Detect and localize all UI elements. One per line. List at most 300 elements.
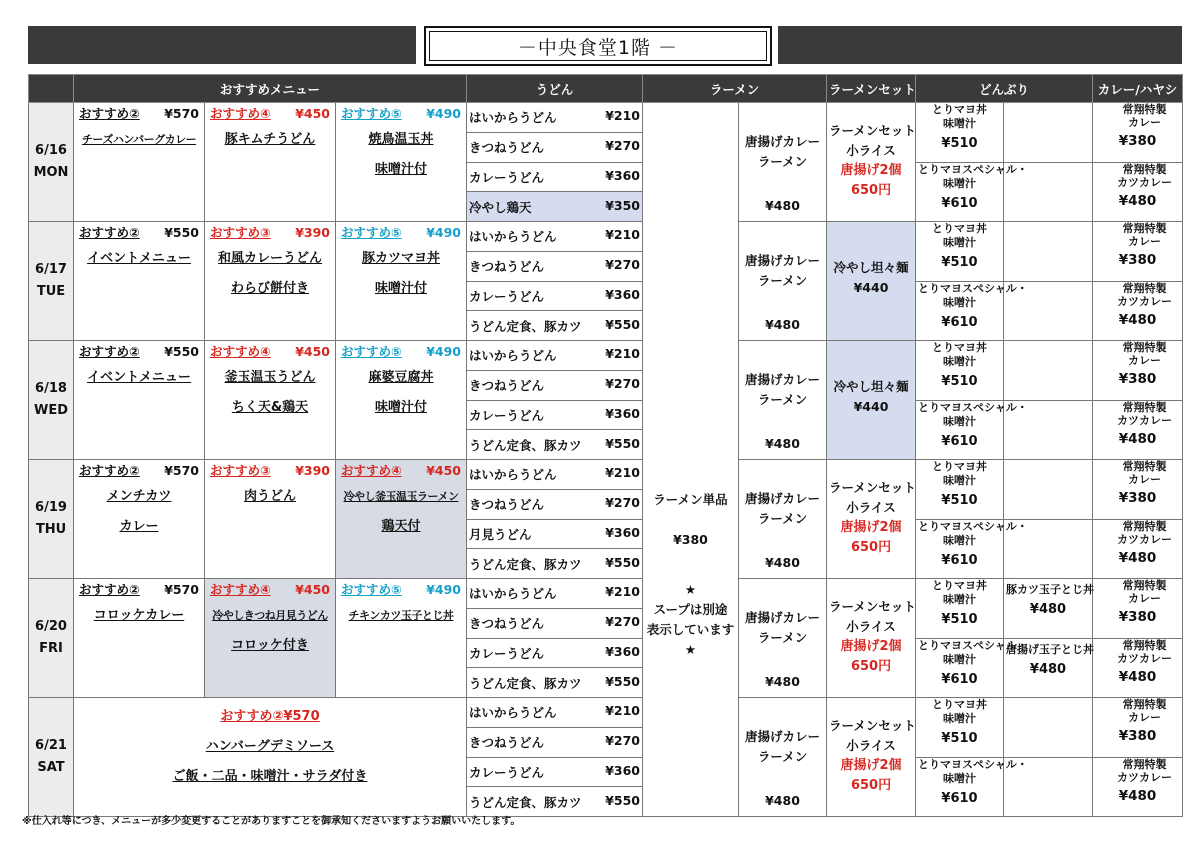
udon-item xyxy=(467,608,643,638)
recommend-dish: わらび餅付き xyxy=(230,281,309,296)
udon-price: ¥270 xyxy=(605,376,640,392)
star-icon: ★ xyxy=(684,581,697,597)
curry-cell xyxy=(1093,162,1183,222)
recommend-price: ¥490 xyxy=(426,106,461,121)
udon-price: ¥550 xyxy=(605,673,640,689)
donburi-name: とりマヨスペシャル・ xyxy=(918,162,1028,176)
ramen-set-cell xyxy=(827,460,916,579)
curry-cell xyxy=(1093,400,1183,460)
udon-price: ¥210 xyxy=(605,703,640,719)
recommend-price: ¥550 xyxy=(164,225,199,240)
udon-item xyxy=(467,668,643,698)
udon-item xyxy=(467,757,643,787)
udon-item xyxy=(467,222,643,252)
day-of-week: FRI xyxy=(39,641,63,656)
ramen-name: ラーメン xyxy=(757,511,808,526)
table-row xyxy=(29,341,1183,371)
curry-price: ¥380 xyxy=(1118,728,1157,744)
curry-price: ¥380 xyxy=(1118,133,1157,149)
udon-name: うどん定食、豚カツ xyxy=(469,556,582,572)
ramen-price: ¥480 xyxy=(765,436,800,451)
saturday-line: ご飯・二品・味噌汁・サラダ付き xyxy=(172,769,368,784)
curry-name: 常翔特製 xyxy=(1122,579,1167,592)
udon-price: ¥210 xyxy=(605,227,640,243)
day-cell xyxy=(29,341,74,460)
recommend-dish: チキンカツ玉子とじ丼 xyxy=(348,609,454,622)
recommend-label: おすすめ④ xyxy=(210,106,271,121)
curry-name: 常翔特製 xyxy=(1122,103,1167,116)
curry-cell xyxy=(1093,281,1183,341)
recommend-label: おすすめ③ xyxy=(210,463,271,478)
donburi-price: ¥610 xyxy=(941,195,978,211)
day-cell xyxy=(29,460,74,579)
udon-item xyxy=(467,132,643,162)
recommend-dish: メンチカツ xyxy=(106,489,172,504)
recommend-dish: 麻婆豆腐丼 xyxy=(368,370,434,385)
donburi-name: とりマヨ丼 xyxy=(932,222,988,235)
curry-price: ¥480 xyxy=(1118,549,1157,566)
ramen-set-cell xyxy=(827,698,916,817)
donburi-name: とりマヨスペシャル・ xyxy=(918,400,1028,414)
donburi-sub: 味噌汁 xyxy=(943,652,977,666)
recommend-price: ¥450 xyxy=(426,463,461,478)
udon-item xyxy=(467,489,643,519)
donburi-sub: 味噌汁 xyxy=(943,295,977,309)
udon-price: ¥550 xyxy=(605,316,640,332)
udon-name: 月見うどん xyxy=(469,526,532,542)
donburi-cell xyxy=(916,400,1028,460)
donburi-name: とりマヨ丼 xyxy=(932,103,988,116)
donburi-price: ¥510 xyxy=(941,612,978,627)
recommend-dish: 冷やしきつね月見うどん xyxy=(212,609,328,622)
set-line: 650円 xyxy=(850,659,892,674)
recommend-price: ¥450 xyxy=(295,582,330,597)
curry-sub: カツカレー xyxy=(1117,532,1173,546)
ramen-cell xyxy=(739,579,827,698)
recommend-cell xyxy=(205,579,336,698)
header-ramen: ラーメン xyxy=(643,75,827,103)
donburi-price: ¥610 xyxy=(941,552,978,568)
udon-item xyxy=(467,281,643,311)
ramen-price: ¥480 xyxy=(765,793,800,808)
curry-sub: カレー xyxy=(1128,592,1162,605)
donburi-cell xyxy=(916,638,1028,698)
day-of-week: TUE xyxy=(36,284,66,299)
recommend-dish: 冷やし釜玉温玉ラーメン xyxy=(343,490,459,503)
recommend-price: ¥450 xyxy=(295,344,330,359)
header-bar-left xyxy=(28,26,416,64)
donburi-extra-cell xyxy=(1004,103,1093,163)
ramen-name: ラーメン xyxy=(757,749,808,764)
udon-price: ¥360 xyxy=(605,643,640,659)
footnote: ※仕入れ等につき、メニューが多少変更することがありますことを御承知くださいますようお願いいたします。 xyxy=(22,816,521,827)
donburi-price: ¥510 xyxy=(941,136,978,151)
table-row xyxy=(29,460,1183,490)
recommend-label: おすすめ② xyxy=(79,582,140,597)
recommend-cell xyxy=(205,341,336,460)
set-line: ラーメンセット xyxy=(829,718,916,733)
recommend-label: おすすめ④ xyxy=(210,344,271,359)
recommend-dish: 味噌汁付 xyxy=(374,400,427,415)
curry-cell xyxy=(1093,222,1183,282)
donburi-sub: 味噌汁 xyxy=(943,593,977,606)
set-line: 小ライス xyxy=(846,500,896,515)
udon-name: うどん定食、豚カツ xyxy=(469,437,582,453)
donburi-sub: 味噌汁 xyxy=(943,355,977,368)
day-of-week: THU xyxy=(35,522,67,537)
ramen-note: 表示しています xyxy=(646,621,735,637)
curry-cell xyxy=(1093,341,1183,401)
udon-name: うどん定食、豚カツ xyxy=(469,794,582,810)
set-line: 唐揚げ2個 xyxy=(840,758,902,773)
set-line: 小ライス xyxy=(846,619,896,634)
star-icon: ★ xyxy=(684,641,697,657)
recommend-label: おすすめ④ xyxy=(210,582,271,597)
donburi-price: ¥610 xyxy=(941,433,978,449)
donburi-cell xyxy=(916,162,1028,222)
recommend-label: おすすめ② xyxy=(79,463,140,478)
udon-price: ¥360 xyxy=(605,405,640,421)
donburi-sub: 味噌汁 xyxy=(943,176,977,190)
table-row xyxy=(29,222,1183,252)
ramen-name: 唐揚げカレー xyxy=(745,491,821,506)
udon-item xyxy=(467,579,643,609)
ramen-cell xyxy=(739,222,827,341)
day-date: 6/18 xyxy=(35,381,67,396)
udon-name: はいからうどん xyxy=(469,586,557,602)
curry-name: 常翔特製 xyxy=(1122,162,1167,176)
udon-name: うどん定食、豚カツ xyxy=(469,675,582,691)
menu-table xyxy=(28,74,1183,817)
donburi-price: ¥510 xyxy=(941,374,978,389)
donburi-extra-name: 唐揚げ玉子とじ丼 xyxy=(1006,642,1095,656)
header-donburi: どんぶり xyxy=(916,75,1093,103)
curry-price: ¥480 xyxy=(1118,430,1157,447)
udon-price: ¥210 xyxy=(605,346,640,362)
recommend-dish: コロッケ付き xyxy=(231,638,309,653)
title-box xyxy=(424,26,772,66)
ramen-name: 唐揚げカレー xyxy=(745,729,821,744)
set-line: 650円 xyxy=(850,540,892,555)
recommend-price: ¥490 xyxy=(426,582,461,597)
day-cell xyxy=(29,579,74,698)
recommend-price: ¥570 xyxy=(164,463,199,478)
recommend-price: ¥490 xyxy=(426,225,461,240)
recommend-cell xyxy=(336,460,467,579)
udon-name: きつねうどん xyxy=(469,735,545,751)
curry-name: 常翔特製 xyxy=(1122,400,1167,414)
recommend-cell xyxy=(336,579,467,698)
day-date: 6/20 xyxy=(35,619,67,634)
udon-name: カレーうどん xyxy=(469,288,545,304)
curry-sub: カレー xyxy=(1128,235,1162,248)
donburi-price: ¥510 xyxy=(941,731,978,746)
donburi-cell xyxy=(916,519,1028,579)
udon-name: はいからうどん xyxy=(469,467,557,483)
curry-price: ¥380 xyxy=(1118,371,1157,387)
set-line: ラーメンセット xyxy=(829,480,916,495)
curry-cell xyxy=(1093,757,1183,817)
header-curry: カレー/ハヤシ xyxy=(1093,75,1183,103)
recommend-label: おすすめ⑤ xyxy=(341,225,402,240)
udon-item xyxy=(467,311,643,341)
table-row xyxy=(29,579,1183,609)
ramen-name: 唐揚げカレー xyxy=(745,372,821,387)
header-recommend: おすすめメニュー xyxy=(74,75,467,103)
curry-name: 常翔特製 xyxy=(1122,341,1167,354)
recommend-cell xyxy=(205,460,336,579)
set-line: 冷やし坦々麺 xyxy=(833,379,909,394)
donburi-price: ¥610 xyxy=(941,790,978,806)
curry-cell xyxy=(1093,460,1183,520)
curry-sub: カツカレー xyxy=(1117,294,1173,308)
ramen-set-cell xyxy=(827,341,916,460)
donburi-price: ¥610 xyxy=(941,314,978,330)
set-line: ¥440 xyxy=(853,399,889,414)
curry-sub: カレー xyxy=(1128,116,1162,129)
donburi-sub: 味噌汁 xyxy=(943,414,977,428)
recommend-price: ¥490 xyxy=(426,344,461,359)
curry-name: 常翔特製 xyxy=(1122,519,1167,533)
recommend-cell xyxy=(74,341,205,460)
table-row xyxy=(29,698,1183,728)
curry-price: ¥480 xyxy=(1118,668,1157,685)
udon-name: 冷やし鶏天 xyxy=(469,199,532,215)
recommend-cell xyxy=(336,341,467,460)
donburi-sub: 味噌汁 xyxy=(943,236,977,249)
header-udon: うどん xyxy=(467,75,643,103)
ramen-name: ラーメン xyxy=(757,630,808,645)
udon-name: きつねうどん xyxy=(469,378,545,394)
udon-item xyxy=(467,727,643,757)
ramen-price: ¥480 xyxy=(765,555,800,570)
donburi-price: ¥510 xyxy=(941,493,978,508)
recommend-label: おすすめ⑤ xyxy=(341,106,402,121)
recommend-dish: 和風カレーうどん xyxy=(217,251,322,266)
recommend-dish: 肉うどん xyxy=(243,489,296,504)
donburi-cell xyxy=(916,103,1004,163)
donburi-cell xyxy=(916,460,1004,520)
udon-item xyxy=(467,162,643,192)
udon-name: はいからうどん xyxy=(469,229,557,245)
curry-cell xyxy=(1093,103,1183,163)
recommend-label: おすすめ② xyxy=(79,106,140,121)
curry-name: 常翔特製 xyxy=(1122,698,1167,711)
udon-price: ¥270 xyxy=(605,495,640,511)
udon-item xyxy=(467,341,643,371)
ramen-note: スープは別途 xyxy=(653,601,728,617)
set-line: ラーメンセット xyxy=(829,123,916,138)
recommend-price: ¥550 xyxy=(164,344,199,359)
udon-price: ¥360 xyxy=(605,167,640,183)
udon-price: ¥550 xyxy=(605,792,640,808)
recommend-label: おすすめ⑤ xyxy=(341,582,402,597)
recommend-price: ¥390 xyxy=(295,463,330,478)
donburi-extra-cell xyxy=(1004,579,1093,639)
donburi-name: とりマヨ丼 xyxy=(932,579,988,592)
header-blank xyxy=(29,75,74,103)
ramen-name: 唐揚げカレー xyxy=(745,134,821,149)
curry-name: 常翔特製 xyxy=(1122,281,1167,295)
header-ramen-set: ラーメンセット xyxy=(827,75,916,103)
ramen-cell xyxy=(739,698,827,817)
curry-cell xyxy=(1093,519,1183,579)
donburi-sub: 味噌汁 xyxy=(943,474,977,487)
donburi-sub: 味噌汁 xyxy=(943,533,977,547)
donburi-cell xyxy=(916,341,1004,401)
day-of-week: WED xyxy=(33,403,68,418)
donburi-name: とりマヨスペシャル・ xyxy=(918,281,1028,295)
udon-item xyxy=(467,103,643,133)
saturday-label: おすすめ②¥570 xyxy=(220,709,320,724)
set-line: 650円 xyxy=(850,778,892,793)
ramen-single-price: ¥380 xyxy=(673,531,708,547)
donburi-extra-cell xyxy=(1004,222,1093,282)
header-bar-right xyxy=(778,26,1182,64)
recommend-label: おすすめ④ xyxy=(341,463,402,478)
donburi-extra-cell xyxy=(1004,638,1093,698)
donburi-sub: 味噌汁 xyxy=(943,117,977,130)
udon-name: はいからうどん xyxy=(469,110,557,126)
udon-price: ¥270 xyxy=(605,614,640,630)
recommend-dish: 釜玉温玉うどん xyxy=(224,370,316,385)
udon-name: きつねうどん xyxy=(469,140,545,156)
recommend-dish: チーズハンバーグカレー xyxy=(81,133,197,146)
udon-name: きつねうどん xyxy=(469,497,545,513)
curry-cell xyxy=(1093,579,1183,639)
recommend-dish: 味噌汁付 xyxy=(374,281,427,296)
udon-item xyxy=(467,400,643,430)
donburi-sub: 味噌汁 xyxy=(943,712,977,725)
table-row xyxy=(29,103,1183,133)
curry-name: 常翔特製 xyxy=(1122,460,1167,473)
ramen-set-cell xyxy=(827,103,916,222)
udon-price: ¥550 xyxy=(605,435,640,451)
ramen-price: ¥480 xyxy=(765,674,800,689)
udon-name: はいからうどん xyxy=(469,348,557,364)
ramen-name: ラーメン xyxy=(757,392,808,407)
recommend-label: おすすめ③ xyxy=(210,225,271,240)
recommend-label: おすすめ② xyxy=(79,344,140,359)
recommend-price: ¥570 xyxy=(164,582,199,597)
day-of-week: MON xyxy=(33,165,69,180)
ramen-name: 唐揚げカレー xyxy=(745,253,821,268)
recommend-cell xyxy=(74,460,205,579)
day-cell xyxy=(29,103,74,222)
curry-name: 常翔特製 xyxy=(1122,638,1167,652)
donburi-cell xyxy=(916,579,1004,639)
donburi-extra-price: ¥480 xyxy=(1029,661,1067,677)
set-line: 小ライス xyxy=(846,738,896,753)
udon-price: ¥360 xyxy=(605,286,640,302)
donburi-extra-cell xyxy=(1004,460,1093,520)
recommend-dish: 豚キムチうどん xyxy=(224,132,316,147)
recommend-dish: ちく天&鶏天 xyxy=(231,400,309,415)
day-date: 6/19 xyxy=(35,500,67,515)
donburi-name: とりマヨスペシャル・ xyxy=(918,638,1028,652)
recommend-price: ¥450 xyxy=(295,106,330,121)
recommend-price: ¥390 xyxy=(295,225,330,240)
recommend-cell xyxy=(205,222,336,341)
curry-name: 常翔特製 xyxy=(1122,757,1167,771)
udon-name: カレーうどん xyxy=(469,645,545,661)
udon-name: カレーうどん xyxy=(469,764,545,780)
set-line: 唐揚げ2個 xyxy=(840,520,902,535)
curry-sub: カレー xyxy=(1128,711,1162,724)
recommend-dish: 焼鳥温玉丼 xyxy=(368,132,434,147)
set-line: 冷やし坦々麺 xyxy=(833,260,909,275)
ramen-single xyxy=(643,103,739,817)
ramen-set-cell xyxy=(827,222,916,341)
donburi-cell xyxy=(916,222,1004,282)
donburi-cell xyxy=(916,281,1028,341)
donburi-price: ¥510 xyxy=(941,255,978,270)
ramen-name: ラーメン xyxy=(757,154,808,169)
recommend-cell xyxy=(336,103,467,222)
set-line: 唐揚げ2個 xyxy=(840,163,902,178)
udon-name: きつねうどん xyxy=(469,616,545,632)
recommend-label: おすすめ⑤ xyxy=(341,344,402,359)
curry-sub: カツカレー xyxy=(1117,651,1173,665)
curry-price: ¥480 xyxy=(1118,311,1157,328)
recommend-dish: 鶏天付 xyxy=(381,519,421,534)
donburi-name: とりマヨスペシャル・ xyxy=(918,757,1028,771)
set-line: 小ライス xyxy=(846,143,896,158)
udon-item xyxy=(467,251,643,281)
set-line: 650円 xyxy=(850,183,892,198)
donburi-sub: 味噌汁 xyxy=(943,771,977,785)
ramen-price: ¥480 xyxy=(765,198,800,213)
curry-price: ¥380 xyxy=(1118,490,1157,506)
curry-cell xyxy=(1093,698,1183,758)
udon-item xyxy=(467,638,643,668)
curry-price: ¥480 xyxy=(1118,192,1157,209)
ramen-price: ¥480 xyxy=(765,317,800,332)
set-line: ¥440 xyxy=(853,280,889,295)
saturday-special xyxy=(74,698,467,817)
donburi-extra-cell xyxy=(1004,698,1093,758)
recommend-cell xyxy=(336,222,467,341)
ramen-cell xyxy=(739,460,827,579)
udon-name: うどん定食、豚カツ xyxy=(469,318,582,334)
recommend-cell xyxy=(74,579,205,698)
udon-name: カレーうどん xyxy=(469,407,545,423)
udon-item xyxy=(467,192,643,222)
day-date: 6/16 xyxy=(35,143,67,158)
saturday-line: ハンバーグデミソース xyxy=(205,739,335,754)
day-date: 6/17 xyxy=(35,262,67,277)
udon-price: ¥360 xyxy=(605,762,640,778)
udon-item xyxy=(467,519,643,549)
donburi-name: とりマヨ丼 xyxy=(932,698,988,711)
curry-sub: カレー xyxy=(1128,354,1162,367)
ramen-name: ラーメン xyxy=(757,273,808,288)
udon-price: ¥270 xyxy=(605,257,640,273)
recommend-dish: イベントメニュー xyxy=(87,370,191,385)
udon-price: ¥210 xyxy=(605,108,640,124)
curry-sub: カレー xyxy=(1128,473,1162,486)
ramen-set-cell xyxy=(827,579,916,698)
udon-price: ¥270 xyxy=(605,138,640,154)
recommend-label: おすすめ② xyxy=(79,225,140,240)
page-title: －中央食堂1階 － xyxy=(429,31,767,61)
set-line: 唐揚げ2個 xyxy=(840,639,902,654)
udon-name: きつねうどん xyxy=(469,259,545,275)
donburi-cell xyxy=(916,698,1004,758)
udon-name: はいからうどん xyxy=(469,705,557,721)
donburi-extra-price: ¥480 xyxy=(1029,602,1067,617)
udon-price: ¥270 xyxy=(605,733,640,749)
